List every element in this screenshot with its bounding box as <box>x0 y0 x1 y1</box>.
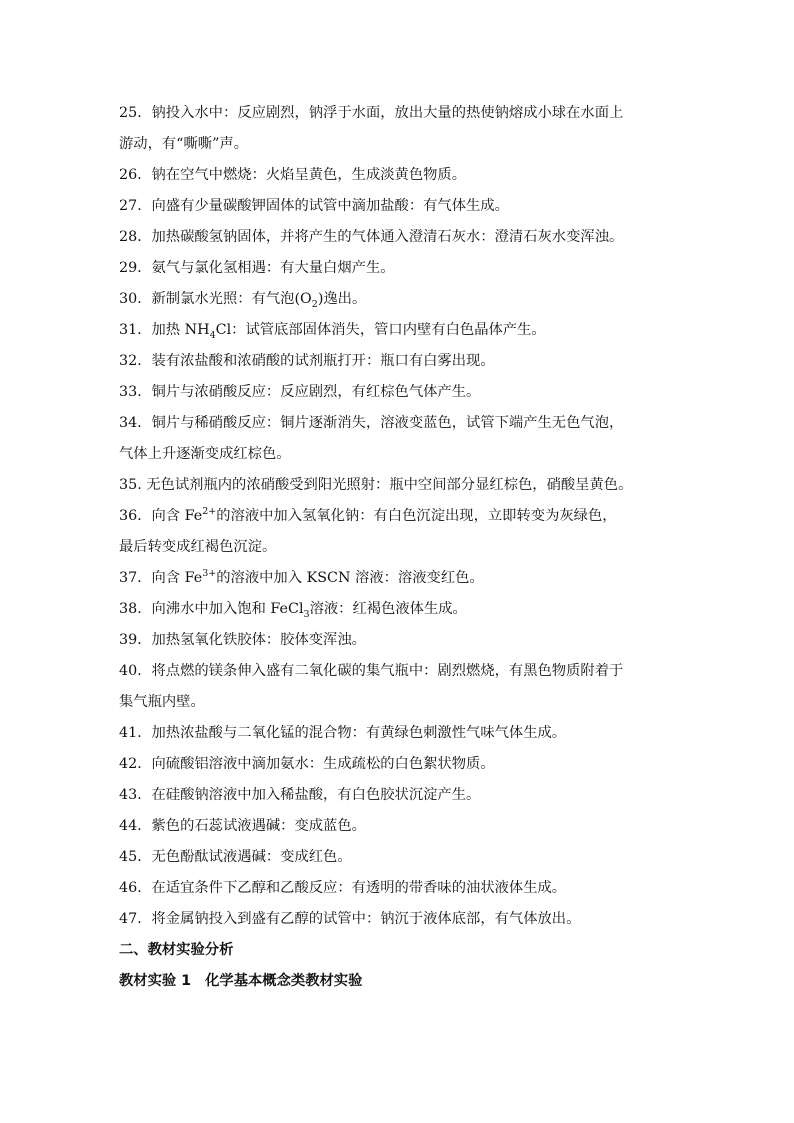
item-44: 44．紫色的石蕊试液遇碱：变成蓝色。 <box>119 818 366 834</box>
item-40-line-1: 40．将点燃的镁条伸入盛有二氧化碳的集气瓶中：剧烈燃烧，有黑色物质附着于 <box>119 663 624 679</box>
item-28: 28．加热碳酸氢钠固体，并将产生的气体通入澄清石灰水：澄清石灰水变浑浊。 <box>119 229 624 245</box>
item-27: 27．向盛有少量碳酸钾固体的试管中滴加盐酸：有气体生成。 <box>119 198 509 214</box>
item-33: 33．铜片与浓硝酸反应：反应剧烈，有红棕色气体产生。 <box>119 384 481 400</box>
item-31-subscript: 4 <box>209 329 216 341</box>
item-39: 39．加热氢氧化铁胶体：胶体变浑浊。 <box>119 632 366 648</box>
item-36-superscript: 2+ <box>202 506 217 518</box>
item-32: 32．装有浓盐酸和浓硝酸的试剂瓶打开：瓶口有白雾出现。 <box>119 353 495 369</box>
item-31 <box>119 315 679 346</box>
item-36-text: 36．向含 Fe <box>119 508 203 524</box>
item-38-subscript: 3 <box>303 608 310 620</box>
item-38-text: 38．向沸水中加入饱和 FeCl <box>119 601 304 617</box>
item-40-line-2: 集气瓶内壁。 <box>119 694 205 710</box>
item-37 <box>119 563 679 594</box>
item-31-text: 31．加热 NH <box>119 322 210 338</box>
item-45: 45．无色酚酞试液遇碱：变成红色。 <box>119 849 352 865</box>
item-42: 42．向硫酸铝溶液中滴加氨水：生成疏松的白色絮状物质。 <box>119 756 495 772</box>
subsection-label: 教材实验 1 <box>119 973 192 989</box>
item-26: 26．钠在空气中燃烧：火焰呈黄色，生成淡黄色物质。 <box>119 167 467 183</box>
item-37-superscript: 3+ <box>202 568 217 580</box>
item-31-text-end: Cl：试管底部固体消失，管口内壁有白色晶体产生。 <box>215 322 546 338</box>
document-body <box>119 98 679 997</box>
item-30 <box>119 284 679 315</box>
item-36-text-end: 的溶液中加入氢氧化钠：有白色沉淀出现，立即转变为灰绿色， <box>216 508 617 524</box>
item-36-line-1 <box>119 501 679 532</box>
section-title: 二、教材实验分析 <box>119 942 234 958</box>
item-43: 43．在硅酸钠溶液中加入稀盐酸，有白色胶状沉淀产生。 <box>119 787 481 803</box>
item-34-line-1: 34．铜片与稀硝酸反应：铜片逐渐消失，溶液变蓝色，试管下端产生无色气泡， <box>119 415 624 431</box>
item-38 <box>119 594 679 625</box>
item-41: 41．加热浓盐酸与二氧化锰的混合物：有黄绿色刺激性气味气体生成。 <box>119 725 567 741</box>
item-46: 46．在适宜条件下乙醇和乙酸反应：有透明的带香味的油状液体生成。 <box>119 880 567 896</box>
item-30-text-end: )逸出。 <box>317 291 367 307</box>
item-29: 29．氨气与氯化氢相遇：有大量白烟产生。 <box>119 260 395 276</box>
item-30-text: 30．新制氯水光照：有气泡(O <box>119 291 312 307</box>
item-35: 35. 无色试剂瓶内的浓硝酸受到阳光照射：瓶中空间部分显红棕色，硝酸呈黄色。 <box>119 477 633 493</box>
item-25-line-1: 25．钠投入水中：反应剧烈，钠浮于水面，放出大量的热使钠熔成小球在水面上 <box>119 105 624 121</box>
item-36-line-2: 最后转变成红褐色沉淀。 <box>119 539 277 555</box>
subsection-heading <box>119 966 679 997</box>
item-38-text-end: 溶液：红褐色液体生成。 <box>309 601 467 617</box>
item-37-text-end: 的溶液中加入 KSCN 溶液：溶液变红色。 <box>216 570 484 586</box>
item-34-line-2: 气体上升逐渐变成红棕色。 <box>119 446 291 462</box>
subsection-title: 化学基本概念类教材实验 <box>205 973 363 989</box>
item-30-subscript: 2 <box>311 298 318 310</box>
item-37-text: 37．向含 Fe <box>119 570 203 586</box>
item-25-line-2: 游动，有“嘶嘶”声。 <box>119 136 248 152</box>
item-47: 47．将金属钠投入到盛有乙醇的试管中：钠沉于液体底部，有气体放出。 <box>119 911 581 927</box>
